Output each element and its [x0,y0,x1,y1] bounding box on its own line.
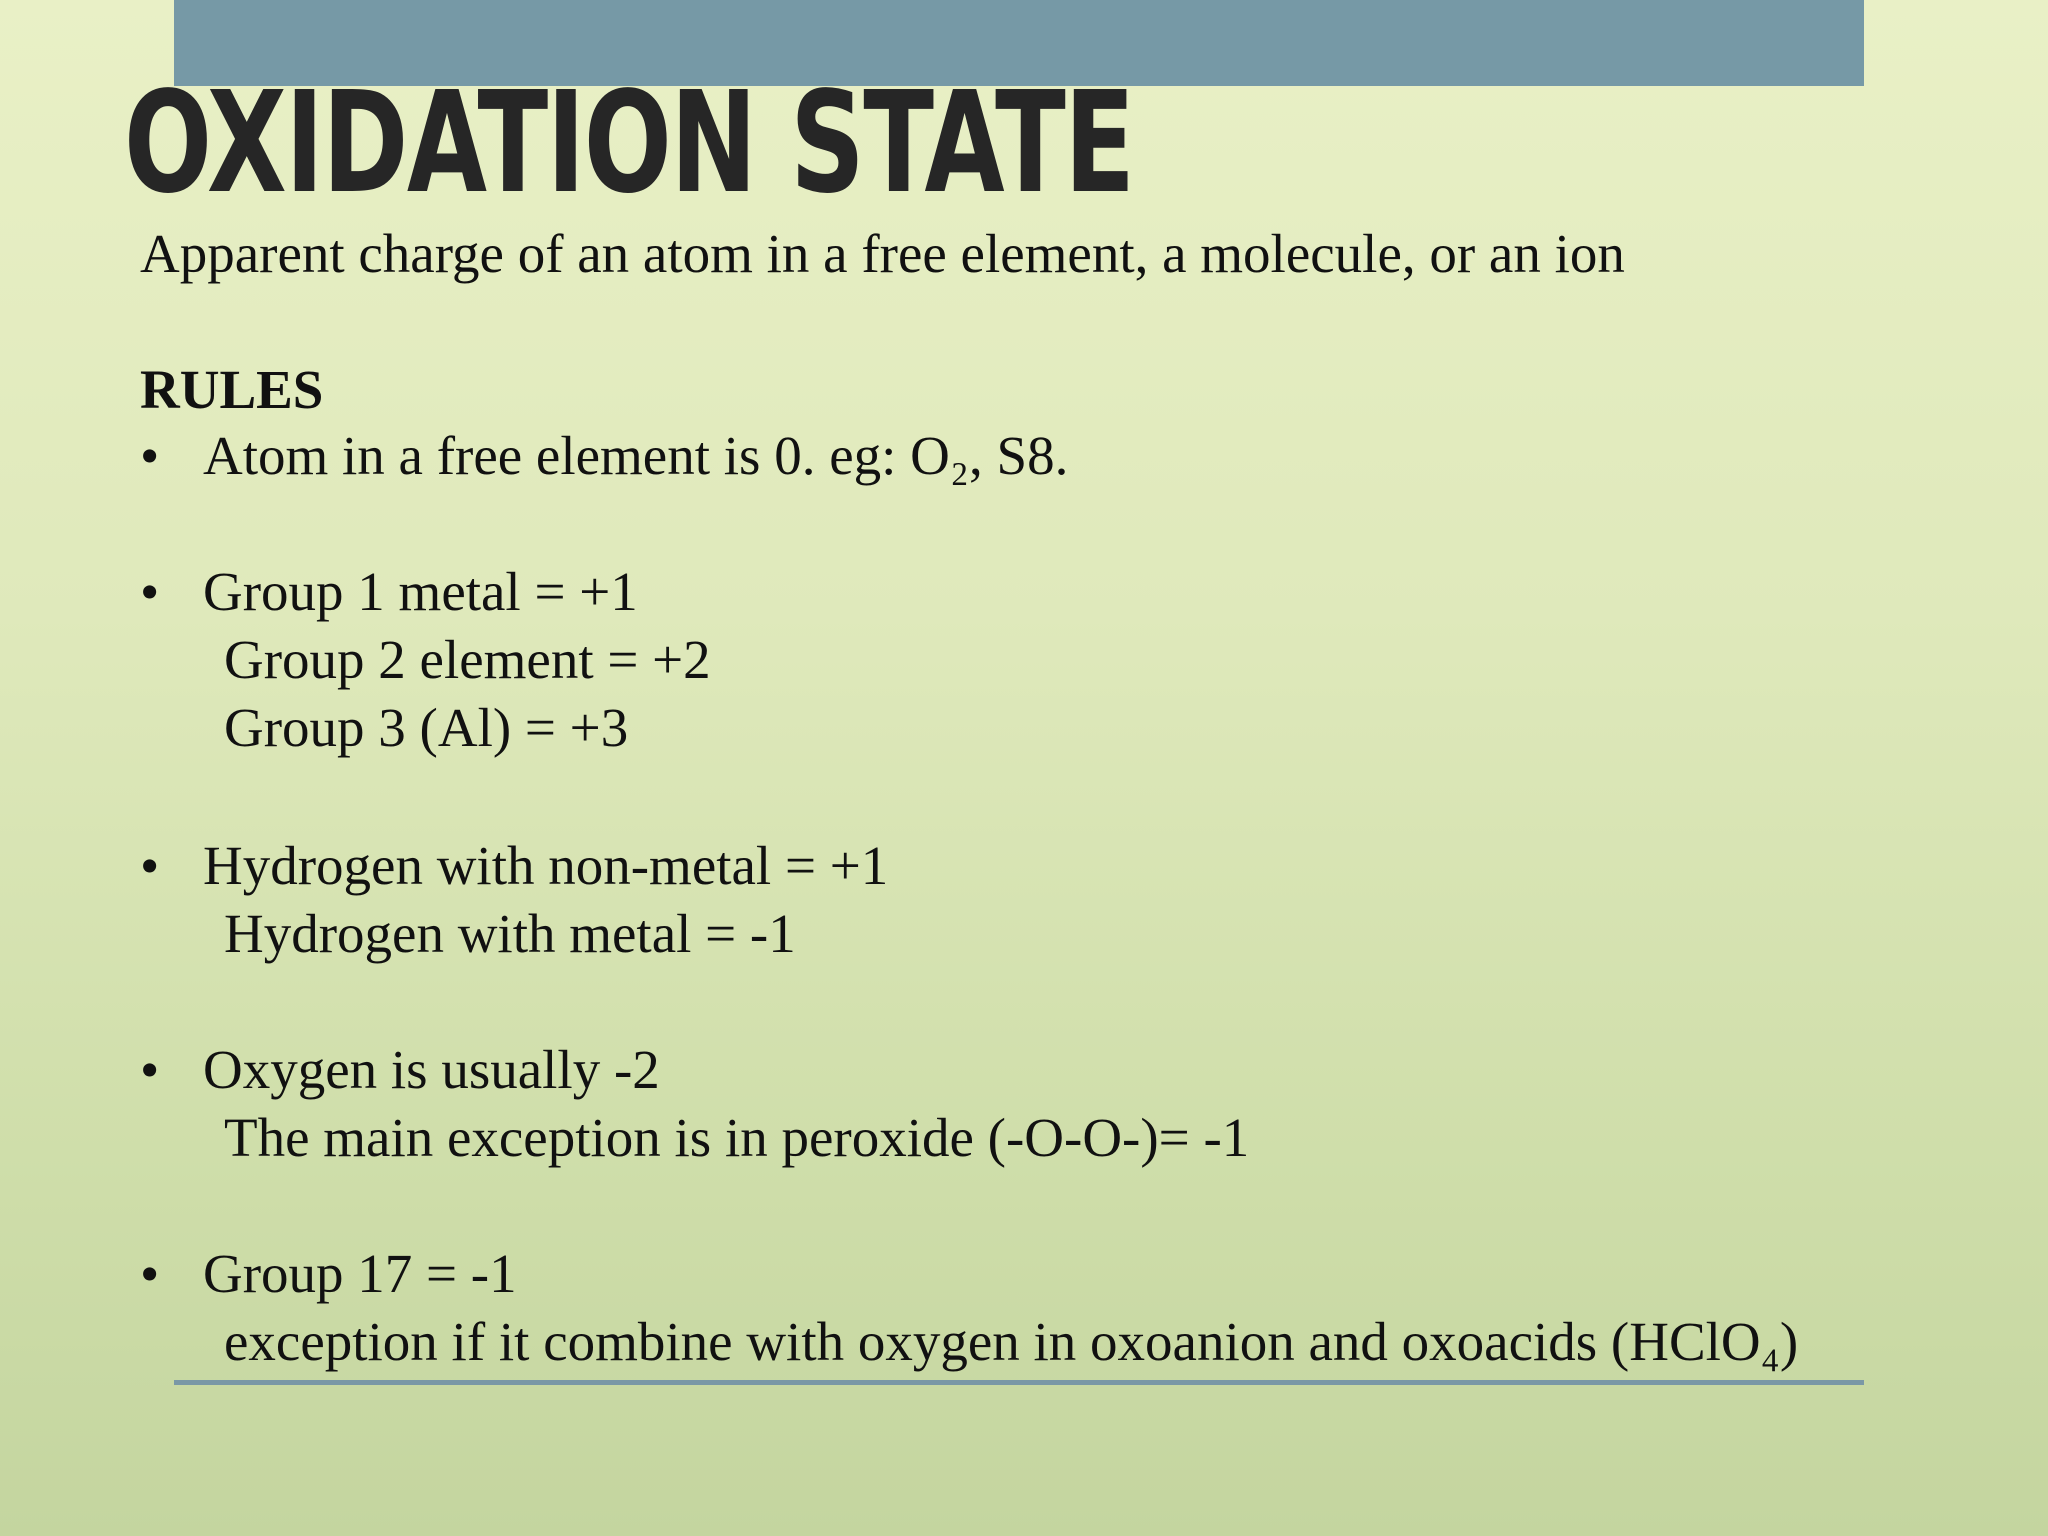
rule-line: Group 17 = -1 [203,1243,517,1304]
bullet-icon: • [140,425,160,486]
rule-line: Group 1 metal = +1 [203,561,638,622]
slide-subtitle: Apparent charge of an atom in a free element, a molecule, or an ion [140,223,1625,284]
rule-line: Hydrogen with non-metal = +1 [203,835,889,896]
rules-heading: RULES [140,359,324,420]
rule-subline: Group 2 element = +2 [224,629,711,690]
bullet-icon: • [140,561,160,622]
rule-line: Atom in a free element is 0. eg: O₂, S8. [203,425,1069,486]
bottom-divider [174,1380,1864,1385]
rule-subline: Hydrogen with metal = -1 [224,903,796,964]
rule-subline: exception if it combine with oxygen in oxoanion and oxoacids (HClO₄) [224,1311,1799,1372]
rule-subline: The main exception is in peroxide (-O-O-)= -1 [224,1107,1250,1168]
bullet-icon: • [140,835,160,896]
bullet-icon: • [140,1243,160,1304]
slide-title: OXIDATION STATE [124,62,1134,225]
rule-line: Oxygen is usually -2 [203,1039,660,1100]
rule-subline: Group 3 (Al) = +3 [224,697,629,758]
bullet-icon: • [140,1039,160,1100]
